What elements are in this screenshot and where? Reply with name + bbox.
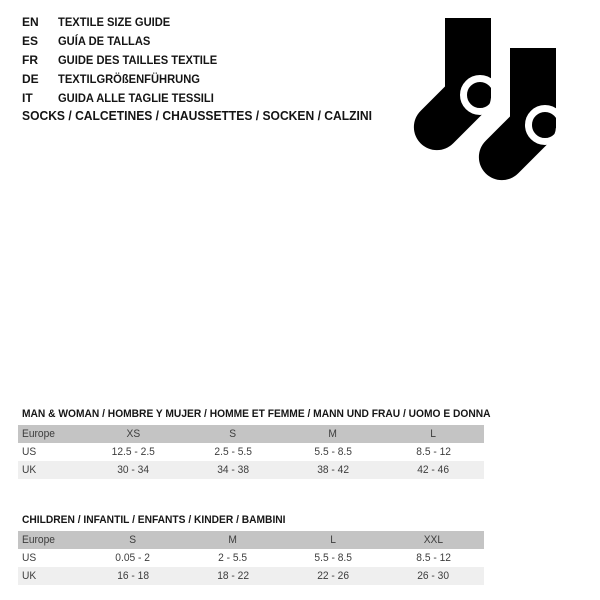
table-header-cell: XXL [423, 534, 444, 546]
language-code: FR [22, 53, 38, 67]
language-row-es [22, 32, 229, 51]
table-header-cell: S [229, 428, 237, 440]
language-label: TEXTILE SIZE GUIDE [58, 15, 171, 29]
language-code: EN [22, 15, 39, 29]
size-value-cell: 26 - 30 [417, 570, 450, 582]
size-value-cell: 16 - 18 [117, 570, 149, 582]
size-table-children [18, 531, 484, 585]
language-label: TEXTILGRÖßENFÜHRUNG [58, 72, 200, 86]
region-cell: US [22, 552, 37, 564]
size-value-cell: 8.5 - 12 [416, 446, 451, 458]
language-label: GUIDE DES TAILLES TEXTILE [58, 53, 218, 67]
table-header-cell: M [228, 534, 238, 546]
size-value-cell: 38 - 42 [317, 464, 349, 476]
language-code: IT [22, 91, 33, 105]
language-row-en [22, 13, 229, 32]
size-value-cell: 2.5 - 5.5 [214, 446, 252, 458]
language-row-it [22, 89, 229, 108]
size-value-cell: 0.05 - 2 [115, 552, 151, 564]
table-header-cell: Europe [22, 428, 56, 440]
size-value-cell: 12.5 - 2.5 [111, 446, 155, 458]
size-table-children-section [18, 513, 484, 585]
table-row-uk [18, 461, 484, 479]
size-table-adult [18, 425, 484, 479]
size-table-adult-section [18, 407, 491, 479]
size-value-cell: 18 - 22 [217, 570, 249, 582]
table-header-cell: XS [126, 428, 140, 440]
size-value-cell: 42 - 46 [417, 464, 450, 476]
language-row-fr [22, 51, 229, 70]
region-cell: UK [22, 464, 37, 476]
language-list [22, 13, 229, 108]
region-cell: US [22, 446, 37, 458]
table-header-cell: M [328, 428, 338, 440]
table-row-us [18, 549, 484, 567]
size-value-cell: 34 - 38 [217, 464, 249, 476]
table-header-cell: L [330, 534, 336, 546]
language-label: GUIDA ALLE TAGLIE TESSILI [58, 91, 214, 105]
table-row-uk [18, 567, 484, 585]
size-value-cell: 2 - 5.5 [218, 552, 248, 564]
table-header-row [18, 531, 484, 549]
size-value-cell: 22 - 26 [317, 570, 349, 582]
table-title-children: CHILDREN / INFANTIL / ENFANTS / KINDER / BAMBINI [22, 514, 286, 526]
size-value-cell: 5.5 - 8.5 [314, 446, 352, 458]
region-cell: UK [22, 570, 37, 582]
size-value-cell: 30 - 34 [117, 464, 149, 476]
table-header-row [18, 425, 484, 443]
sock-left-icon [404, 18, 500, 160]
language-row-de [22, 70, 229, 89]
language-code: ES [22, 34, 39, 48]
table-header-cell: S [129, 534, 137, 546]
table-header-cell: Europe [22, 534, 56, 546]
socks-icon [400, 18, 570, 183]
language-label: GUÍA DE TALLAS [58, 34, 151, 48]
table-title-adult: MAN & WOMAN / HOMBRE Y MUJER / HOMME ET FEMME / MANN UND FRAU / UOMO E DONNA [22, 408, 491, 420]
category-title: SOCKS / CALCETINES / CHAUSSETTES / SOCKEN / CALZINI [22, 108, 372, 123]
table-row-us [18, 443, 484, 461]
table-header-cell: L [430, 428, 437, 440]
size-value-cell: 5.5 - 8.5 [314, 552, 352, 564]
language-code: DE [22, 72, 39, 86]
size-value-cell: 8.5 - 12 [416, 552, 451, 564]
